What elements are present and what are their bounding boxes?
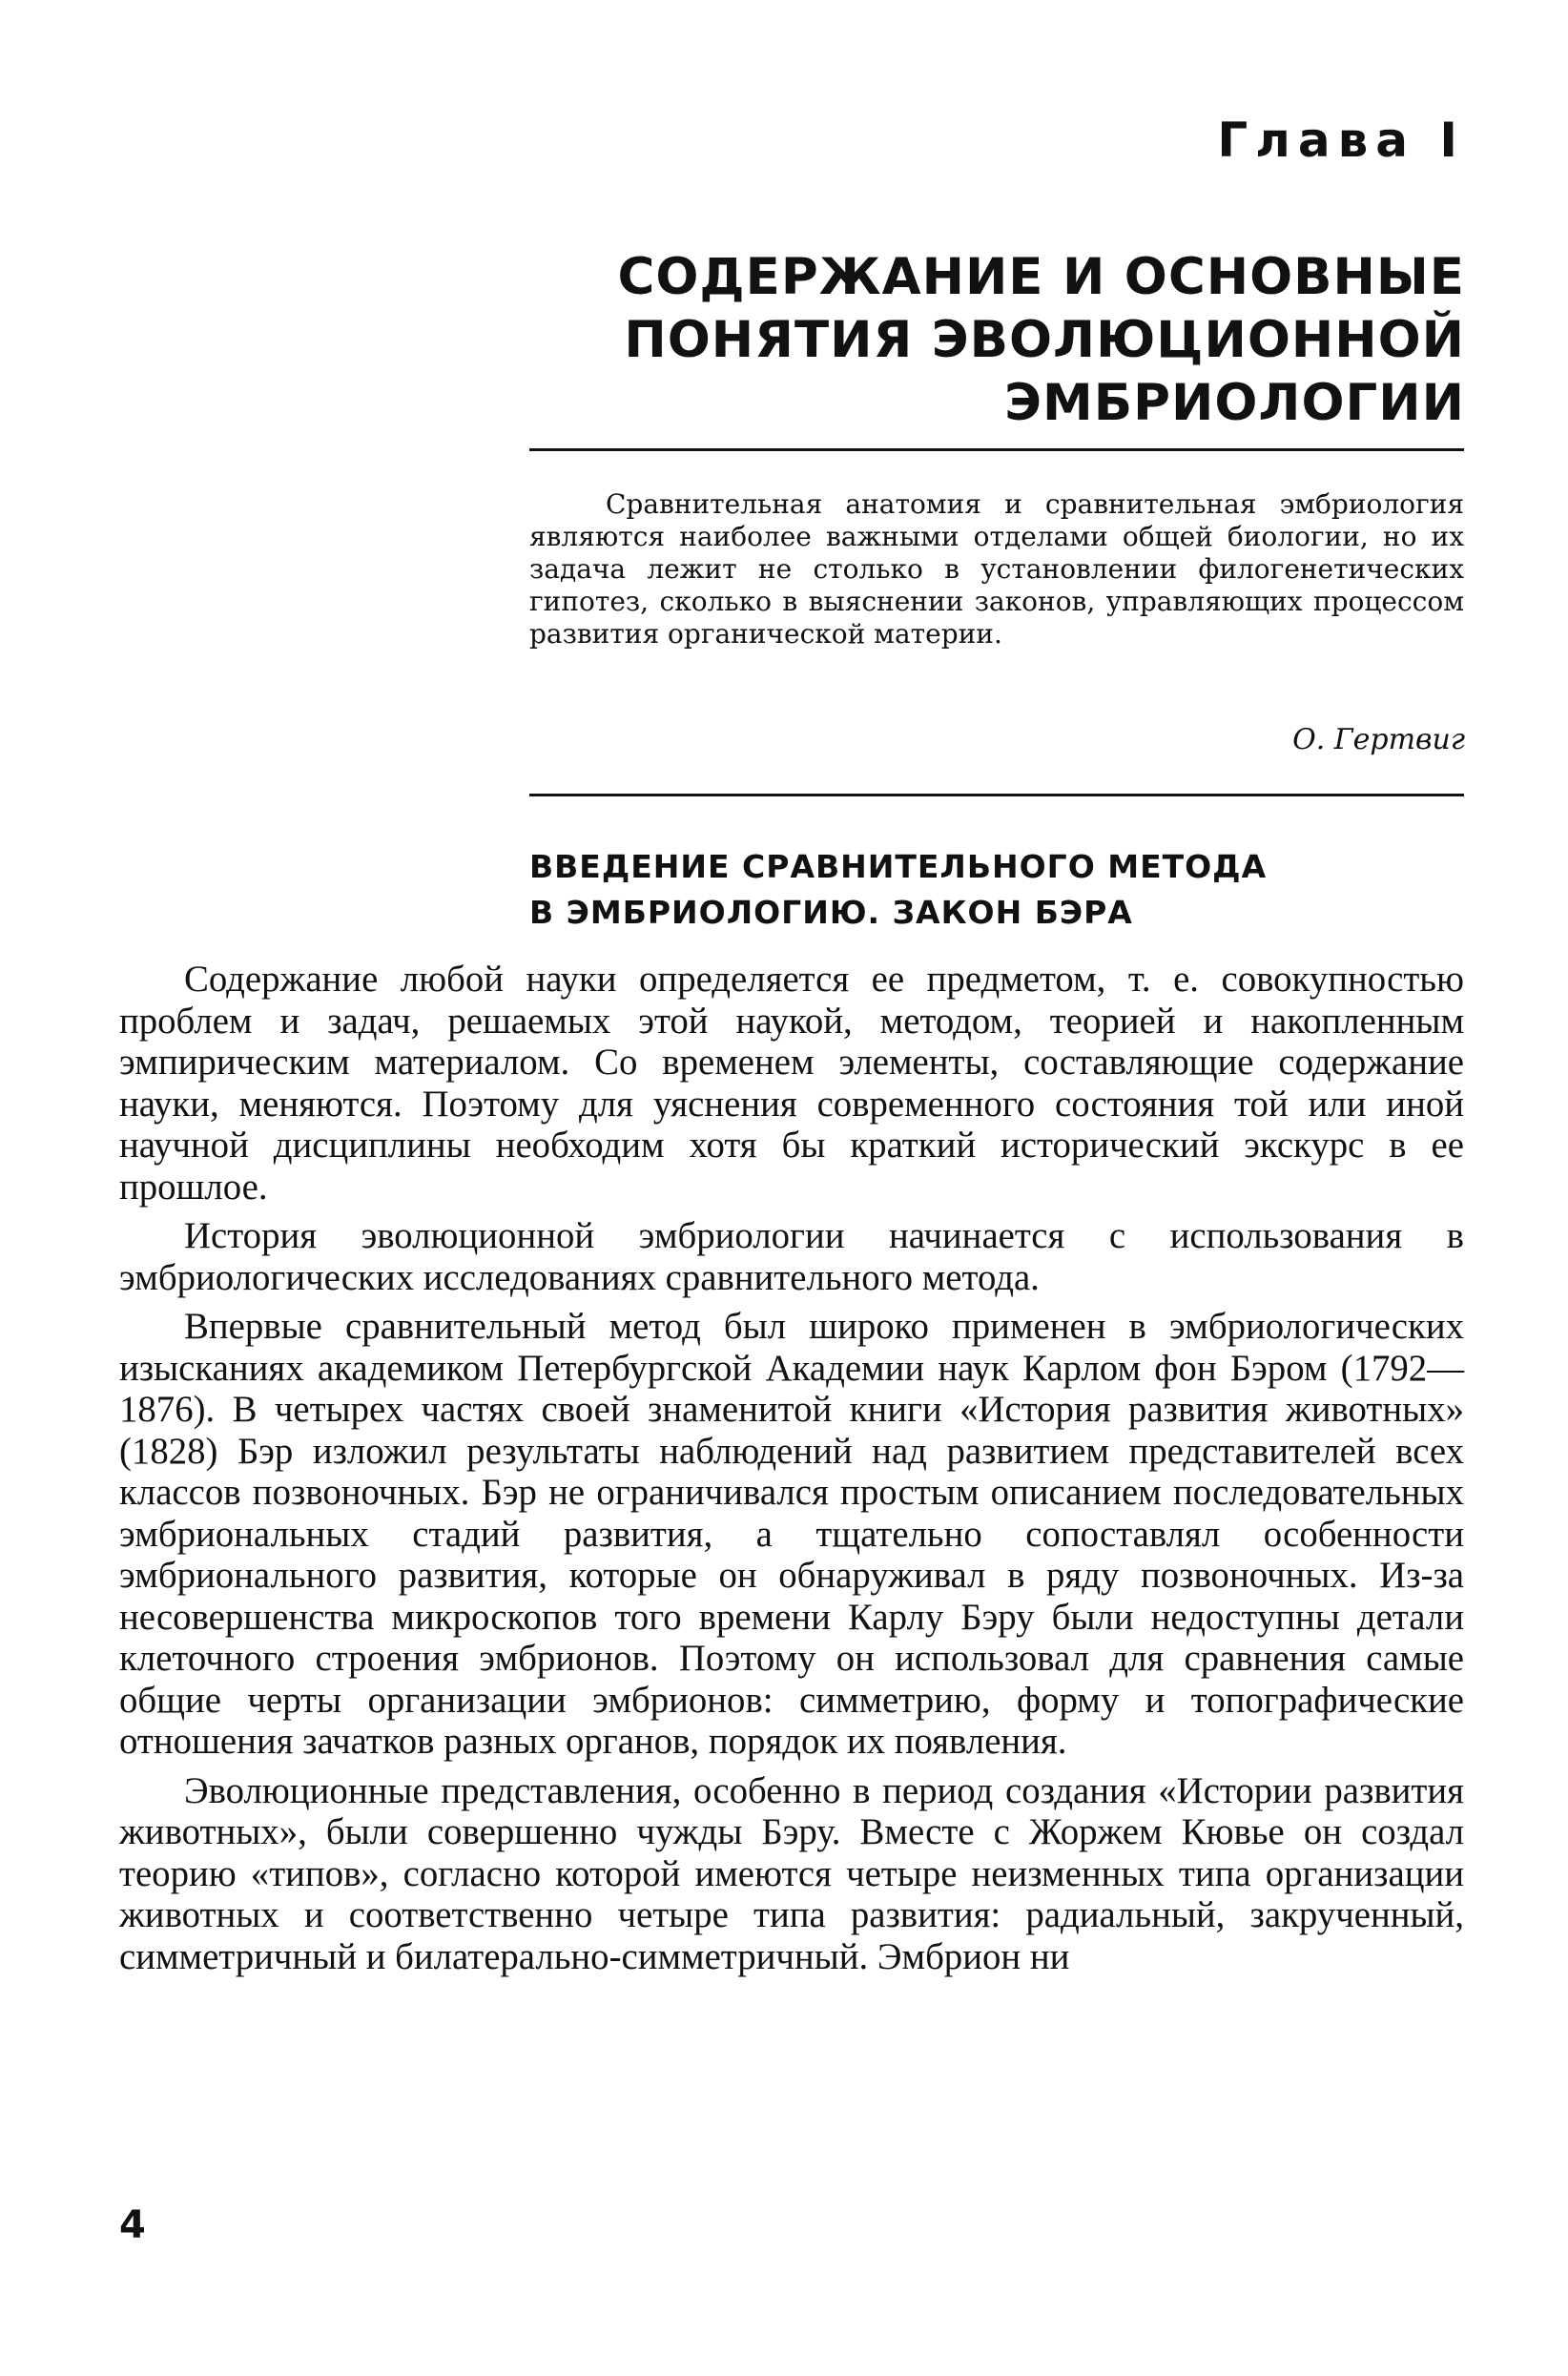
chapter-title-line: ПОНЯТИЯ ЭВОЛЮЦИОННОЙ [624,311,1465,369]
chapter-title [511,246,1465,435]
section-heading-line: ВВЕДЕНИЕ СРАВНИТЕЛЬНОГО МЕТОДА [529,848,1268,885]
body-paragraph: Эволюционные представления, особенно в период создания «Истории развития животных», были совершенно чужды Бэру. Вместе с Жоржем Кювье он создал теорию «типов», согласно которой имеются четыре неизменных типа организации животных и соответственно четыре типа развития: радиальный, закрученный, симметричный и билатерально-симметричный. Эмбрион ни [119,1769,1464,1977]
epigraph-top-rule [529,448,1464,451]
section-heading-line: В ЭМБРИОЛОГИЮ. ЗАКОН БЭРА [529,894,1133,931]
page-number: 4 [119,2203,146,2247]
epigraph [529,488,1464,651]
section-heading [529,844,1483,936]
body-paragraph: Впервые сравнительный метод был широко применен в эмбриологических изысканиях академиком Петербургской Академии наук Карлом фон Бэром (1792—1876). В четырех частях своей знаменитой книги «История развития животных» (1828) Бэр изложил результаты наблюдений над развитием представителей всех классов позвоночных. Бэр не ограничивался простым описанием последовательных эмбриональных стадий развития, а тщательно сопоставлял особенности эмбрионального развития, которые он обнаруживал в ряду позвоночных. Из-за несовершенства микроскопов того времени Карлу Бэру были недоступны детали клеточного строения эмбрионов. Поэтому он использовал для сравнения самые общие черты организации эмбрионов: симметрию, форму и топографические отношения зачатков разных органов, порядок их появления. [119,1306,1464,1762]
chapter-title-line: СОДЕРЖАНИЕ И ОСНОВНЫЕ [617,248,1465,306]
epigraph-bottom-rule [529,794,1464,796]
chapter-title-line: ЭМБРИОЛОГИИ [1004,374,1465,432]
body-text [119,959,1464,1985]
chapter-label: Глава I [1217,113,1465,168]
epigraph-author: О. Гертвиг [1292,723,1465,756]
body-paragraph: История эволюционной эмбриологии начинается с использования в эмбриологических исследованиях сравнительного метода. [119,1215,1464,1298]
body-paragraph: Содержание любой науки определяется ее предметом, т. е. совокупностью проблем и задач, решаемых этой наукой, методом, теорией и накопленным эмпирическим материалом. Со временем элементы, составляющие содержание науки, меняются. Поэтому для уяснения современного состояния той или иной научной дисциплины необходим хотя бы краткий исторический экскурс в ее прошлое. [119,959,1464,1208]
epigraph-text: Сравнительная анатомия и сравнительная эмбриология являются наиболее важными отделами общей биологии, но их задача лежит не столько в установлении филогенетических гипотез, сколько в выяснении законов, управляющих процессом развития органической материи. [529,488,1464,650]
